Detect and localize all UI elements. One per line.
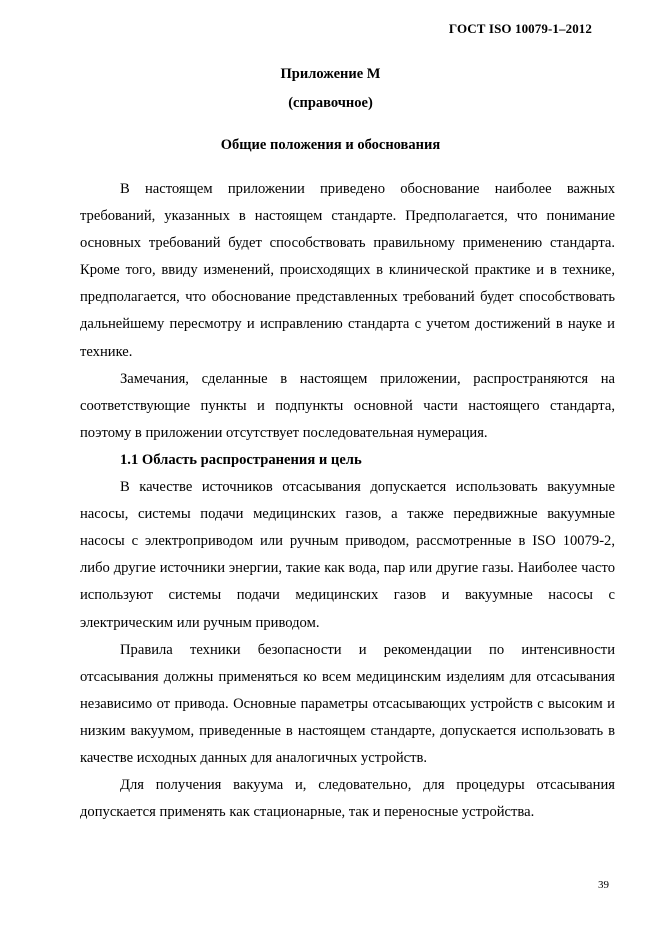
subheading-scope: 1.1 Область распространения и цель [120, 451, 362, 468]
paragraph-safety: Правила техники безопасности и рекомендации по интенсивности отсасывания должны применяться ко всем медицинским изделиям для отсасывания независимо от привода. Основные параметры отсасывающих устройств с высоким и низким вакуумом, приведенные в настоящем стандарте, допускается использовать в качестве исходных данных для аналогичных устройств. [80, 641, 615, 766]
annex-subtitle: (справочное) [288, 95, 373, 111]
annex-title: Приложение М [280, 66, 381, 82]
section-title: Общие положения и обоснования [220, 137, 441, 153]
body-text [80, 176, 615, 826]
paragraph-sources: В качестве источников отсасывания допускается использовать вакуумные насосы, системы подачи медицинских газов, а также передвижные вакуумные насосы с электроприводом или ручным приводом, рассмотренные в ISO 10079-2, либо другие источники энергии, такие как вода, пар или другие газы. Наиболее часто используют системы подачи медицинских газов и вакуумные насосы с электрическим или ручным приводом. [80, 479, 615, 631]
paragraph-devices: Для получения вакуума и, следовательно, для процедуры отсасывания допускается применять как стационарные, так и переносные устройства. [80, 777, 615, 821]
paragraph-intro: В настоящем приложении приведено обоснование наиболее важных требований, указанных в настоящем стандарте. Предполагается, что понимание основных требований будет способствовать правильному применению стандарта. Кроме того, ввиду изменений, происходящих в клинической практике и в технике, предполагается, что обоснование представленных требований будет способствовать дальнейшему пересмотру и исправлению стандарта с учетом достижений в науке и технике. [80, 181, 615, 360]
paragraph-remarks: Замечания, сделанные в настоящем приложении, распространяются на соответствующие пункты и подпункты основной части настоящего стандарта, поэтому в приложении отсутствует последовательная нумерация. [80, 370, 615, 441]
page-number: 39 [598, 879, 609, 891]
standard-code-header: ГОСТ ISO 10079-1–2012 [448, 21, 592, 36]
